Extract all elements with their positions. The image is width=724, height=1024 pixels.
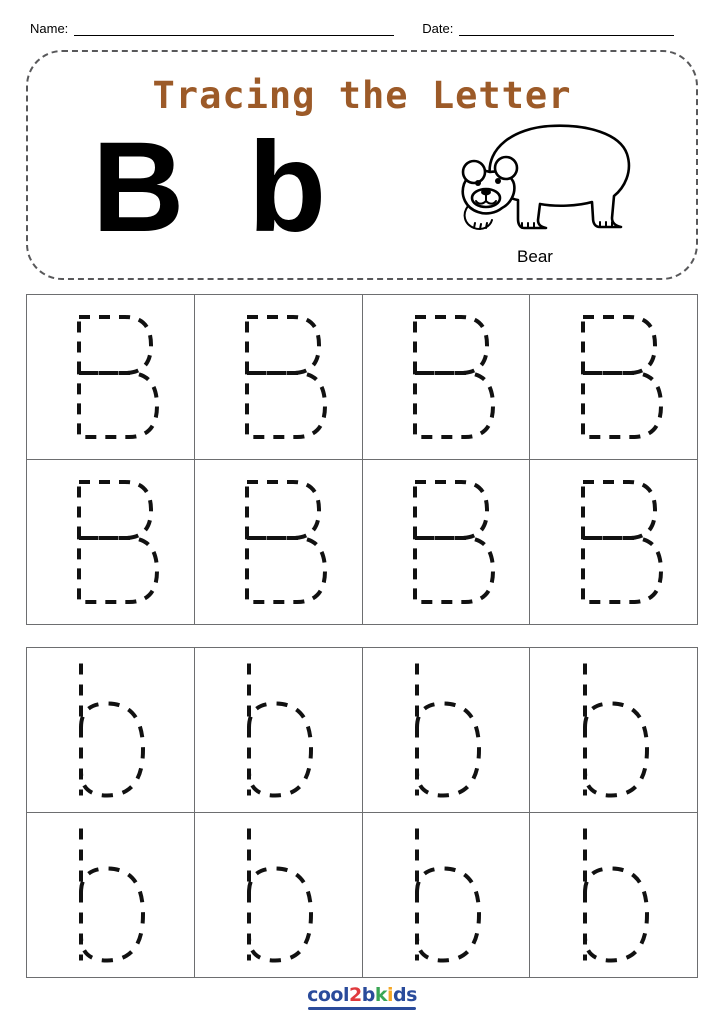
logo-part-b: b: [361, 984, 375, 1006]
cool2bkids-logo[interactable]: [307, 984, 417, 1010]
dashed-letter-B: [223, 472, 333, 612]
date-input-line[interactable]: [459, 23, 674, 36]
dashed-letter-b: [559, 658, 669, 803]
dashed-letter-B: [559, 307, 669, 447]
tracing-cell-uppercase[interactable]: [27, 295, 195, 460]
tracing-cell-uppercase[interactable]: [195, 460, 363, 625]
dashed-letter-B: [55, 472, 165, 612]
tracing-cell-uppercase[interactable]: [530, 295, 698, 460]
bear-icon: [428, 110, 643, 240]
logo-part-i: i: [386, 984, 393, 1006]
tracing-cell-lowercase[interactable]: [363, 648, 531, 813]
date-label: Date:: [422, 21, 454, 36]
name-field[interactable]: [30, 22, 394, 36]
page-title: Tracing the Letter: [152, 74, 572, 117]
logo-part-cool: cool: [307, 984, 349, 1006]
footer: [0, 984, 724, 1010]
title-card: [26, 50, 698, 280]
header-fields: [0, 0, 724, 36]
tracing-cell-lowercase[interactable]: [27, 648, 195, 813]
dashed-letter-B: [391, 307, 501, 447]
name-input-line[interactable]: [74, 23, 394, 36]
dashed-letter-b: [55, 823, 165, 968]
dashed-letter-b: [55, 658, 165, 803]
tracing-cell-uppercase[interactable]: [27, 460, 195, 625]
logo-underline: [308, 1007, 416, 1010]
dashed-letter-b: [223, 823, 333, 968]
logo-part-2: 2: [348, 984, 362, 1006]
dashed-letter-B: [559, 472, 669, 612]
lowercase-tracing-grid: [26, 647, 698, 978]
uppercase-tracing-grid: [26, 294, 698, 625]
date-field[interactable]: [422, 22, 674, 36]
dashed-letter-b: [559, 823, 669, 968]
tracing-cell-lowercase[interactable]: [530, 813, 698, 978]
dashed-letter-B: [391, 472, 501, 612]
dashed-letter-b: [223, 658, 333, 803]
tracing-cell-uppercase[interactable]: [363, 295, 531, 460]
tracing-cell-uppercase[interactable]: [363, 460, 531, 625]
illustration-block: [420, 110, 650, 267]
tracing-cell-lowercase[interactable]: [195, 648, 363, 813]
dashed-letter-B: [55, 307, 165, 447]
dashed-letter-b: [391, 823, 501, 968]
tracing-cell-uppercase[interactable]: [530, 460, 698, 625]
tracing-cell-uppercase[interactable]: [195, 295, 363, 460]
letter-display: B b: [92, 116, 341, 259]
logo-part-ds: ds: [392, 984, 417, 1006]
tracing-cell-lowercase[interactable]: [530, 648, 698, 813]
tracing-cell-lowercase[interactable]: [363, 813, 531, 978]
tracing-cell-lowercase[interactable]: [195, 813, 363, 978]
dashed-letter-b: [391, 658, 501, 803]
name-label: Name:: [30, 21, 69, 36]
illustration-caption: Bear: [517, 247, 553, 266]
dashed-letter-B: [223, 307, 333, 447]
logo-part-k: k: [374, 984, 387, 1006]
tracing-cell-lowercase[interactable]: [27, 813, 195, 978]
